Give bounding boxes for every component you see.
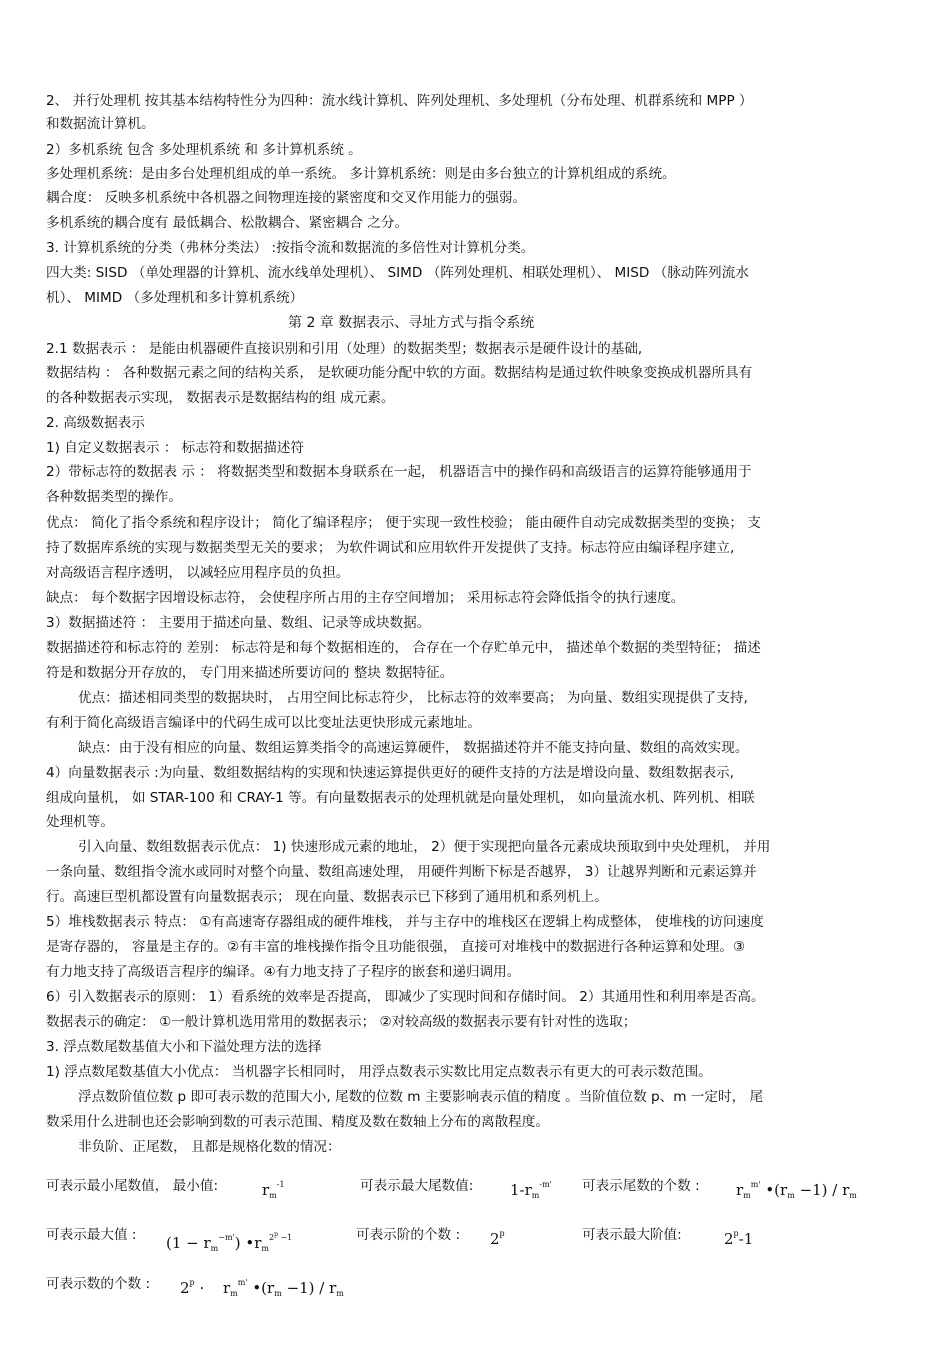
max-value-sup2-base: 2 [269,1233,275,1242]
max-value-sub1: m [210,1244,219,1253]
max-value-sub2: m [261,1244,269,1253]
max-exp-formula [724,1225,753,1248]
num-count-base: 2 [180,1279,190,1297]
max-mantissa-sup: -m' [539,1180,552,1189]
min-mantissa-sub: m [269,1191,277,1200]
max-value-sup2-tail: −1 [277,1233,293,1242]
max-value-label: 可表示最大值 : [46,1227,137,1243]
num-count-label: 可表示数的个数 : [46,1276,151,1292]
text-line: 耦合度： 反映多机系统中各机器之间物理连接的紧密度和交叉作用能力的强弱。 [46,190,527,206]
text-line: 3. 浮点数尾数基值大小和下溢处理方法的选择 [46,1039,322,1055]
text-line: 机）、 MIMD （多处理机和多计算机系统） [46,290,304,306]
mantissa-count-label: 可表示尾数的个数 : [582,1178,700,1194]
text-line: 多机系统的耦合度有 最低耦合、松散耦合、紧密耦合 之分。 [46,215,409,231]
text-line: 优点：描述相同类型的数据块时， 占用空间比标志符少， 比标志符的效率要高； 为向量、数组实现提供了支持, [78,690,748,706]
text-line: 缺点： 每个数据字因增设标志符， 会使程序所占用的主存空间增加； 采用标志符会降低指令的执行速度。 [46,590,685,606]
max-value-sup2-p: p [274,1231,278,1238]
num-count-formula [180,1274,344,1303]
mantissa-count-rest-sub: m [787,1191,795,1200]
max-value-sup1: −m' [218,1233,235,1242]
text-line: 2）多机系统 包含 多处理机系统 和 多计算机系统 。 [46,142,362,158]
text-line: 组成向量机， 如 STAR-100 和 CRAY-1 等。有向量数据表示的处理机就是向量处理机， 如向量流水机、阵列机、相联 [46,790,755,806]
text-line: 2、 并行处理机 按其基本结构特性分为四种：流水线计算机、阵列处理机、多处理机（分布处理、机群系统和 MPP ） [46,93,753,109]
num-count-r-sub: m [230,1289,238,1298]
text-line: 5）堆栈数据表示 特点： ①有高速寄存器组成的硬件堆栈， 并与主存中的堆栈区在逻辑上构成整体， 使堆栈的访问速度 [46,914,764,930]
text-line: 四大类: SISD （单处理器的计算机、流水线单处理机）、 SIMD （阵列处理机、相联处理机）、 MISD （脉动阵列流水 [46,265,749,281]
num-count-r: r [223,1279,231,1297]
max-mantissa-formula [510,1176,552,1205]
text-line: 3. 计算机系统的分类（弗林分类法） :按指令流和数据流的多倍性对计算机分类。 [46,240,535,256]
text-line: 数据表示的确定： ①一般计算机选用常用的数据表示； ②对较高级的数据表示要有针对性的选取； [46,1014,637,1030]
mantissa-count-tail: −1) / r [794,1181,850,1199]
text-line: 的各种数据表示实现， 数据表示是数据结构的组 成元素。 [46,390,395,406]
text-line: 有力地支持了高级语言程序的编译。④有力地支持了子程序的嵌套和递归调用。 [46,964,521,980]
num-count-dot: · [194,1279,205,1297]
min-mantissa-label: 可表示最小尾数值， 最小值: [46,1178,219,1194]
max-exp-label: 可表示最大阶值: [582,1227,682,1243]
max-value-formula [166,1226,292,1258]
text-line: 缺点：由于没有相应的向量、数组运算类指令的高速运算硬件， 数据描述符并不能支持向量、数组的高效实现。 [78,740,749,756]
text-line: 和数据流计算机。 [46,116,155,132]
exp-count-formula [490,1225,505,1248]
num-count-tail-sub: m [336,1289,344,1298]
mantissa-count-sub: m [743,1191,751,1200]
text-line: 3）数据描述符 ： 主要用于描述向量、数组、记录等成块数据。 [46,615,431,631]
text-line: 2）带标志符的数据表 示 ： 将数据类型和数据本身联系在一起， 机器语言中的操作码和高级语言的运算符能够通用于 [46,464,752,480]
exp-count-base: 2 [490,1230,500,1248]
max-exp-tail: -1 [738,1230,754,1248]
text-line: 1) 自定义数据表示 ： 标志符和数据描述符 [46,440,305,456]
text-line: 数据结构 ： 各种数据元素之间的结构关系， 是软硬功能分配中软的方面。数据结构是通过软件映象变换成机器所具有 [46,365,753,381]
max-value-sup2 [269,1233,292,1242]
exp-count-sup: p [499,1229,505,1238]
text-line: 持了数据库系统的实现与数据类型无关的要求； 为软件调试和应用软件开发提供了支持。标志符应由编译程序建立, [46,540,735,556]
text-line: 数据描述符和标志符的 差别： 标志符是和每个数据相连的， 合存在一个存贮单元中， 描述单个数据的类型特征； 描述 [46,640,761,656]
max-value-open: (1 − r [166,1234,211,1252]
text-line: 有利于简化高级语言编译中的代码生成可以比变址法更快形成元素地址。 [46,715,481,731]
max-exp-sup: p [733,1229,739,1238]
min-mantissa-sup: -1 [276,1180,285,1189]
max-mantissa-sub: m [531,1191,540,1200]
text-line: 2.1 数据表示 ： 是能由机器硬件直接识别和引用（处理）的数据类型；数据表示是硬件设计的基础, [46,341,643,357]
text-line: 2. 高级数据表示 [46,415,145,431]
text-line: 浮点数阶值位数 p 即可表示数的范围大小, 尾数的位数 m 主要影响表示值的精度 。当阶值位数 p、m 一定时， 尾 [78,1089,764,1105]
num-count-sup: p [189,1278,195,1287]
text-line: 各种数据类型的操作。 [46,489,182,505]
text-line: 数采用什么进制也还会影响到数的可表示范围、精度及数在数轴上分布的离散程度。 [46,1114,549,1130]
text-line: 4）向量数据表示 :为向量、数组数据结构的实现和快速运算提供更好的硬件支持的方法是增设向量、数组数据表示, [46,765,734,781]
mantissa-count-base: r [736,1181,744,1199]
text-line: 是寄存器的， 容量是主存的。②有丰富的堆栈操作指令且功能很强， 直接可对堆栈中的数据进行各种运算和处理。③ [46,939,746,955]
min-mantissa-formula [262,1176,285,1205]
text-line: 6）引入数据表示的原则： 1）看系统的效率是否提高， 即减少了实现时间和存储时间。 2）其通用性和利用率是否高。 [46,989,765,1005]
text-line: 处理机等。 [46,814,114,830]
num-count-r-sup: m' [237,1278,248,1287]
num-count-tail: −1) / r [281,1279,337,1297]
mantissa-count-sup: m' [750,1180,761,1189]
text-line: 非负阶、正尾数， 且都是规格化数的情况： [78,1139,341,1155]
text-line: 符是和数据分开存放的， 专门用来描述所要访问的 整块 数据特征。 [46,665,454,681]
min-mantissa-base: r [262,1181,270,1199]
exp-count-label: 可表示阶的个数 : [356,1227,461,1243]
text-line: 行。高速巨型机都设置有向量数据表示； 现在向量、数据表示已下移到了通用机和系列机上。 [46,889,608,905]
num-count-rest: •(r [247,1279,275,1297]
max-mantissa-expr: 1-r [510,1181,532,1199]
mantissa-count-formula [736,1176,857,1205]
text-line: 对高级语言程序透明， 以减轻应用程序员的负担。 [46,565,350,581]
num-count-rest-sub: m [274,1289,282,1298]
max-mantissa-label: 可表示最大尾数值: [360,1178,474,1194]
text-line: 多处理机系统：是由多台处理机组成的单一系统。 多计算机系统：则是由多台独立的计算机组成的系统。 [46,166,676,182]
text-line: 引入向量、数组数据表示优点： 1) 快速形成元素的地址， 2）便于实现把向量各元素成块预取到中央处理机， 并用 [78,839,771,855]
text-line: 一条向量、数组指令流水或同时对整个向量、数组高速处理， 用硬件判断下标是否越界， 3）让越界判断和元素运算并 [46,864,757,880]
max-value-mid: ) •r [234,1234,262,1252]
chapter-title: 第 2 章 数据表示、寻址方式与指令系统 [288,315,535,331]
mantissa-count-rest: •(r [760,1181,788,1199]
max-exp-base: 2 [724,1230,734,1248]
text-line: 1) 浮点数尾数基值大小优点： 当机器字长相同时， 用浮点数表示实数比用定点数表示有更大的可表示数范围。 [46,1064,712,1080]
mantissa-count-tail-sub: m [849,1191,857,1200]
text-line: 优点： 简化了指令系统和程序设计； 简化了编译程序； 便于实现一致性校验； 能由硬件自动完成数据类型的变换； 支 [46,515,761,531]
